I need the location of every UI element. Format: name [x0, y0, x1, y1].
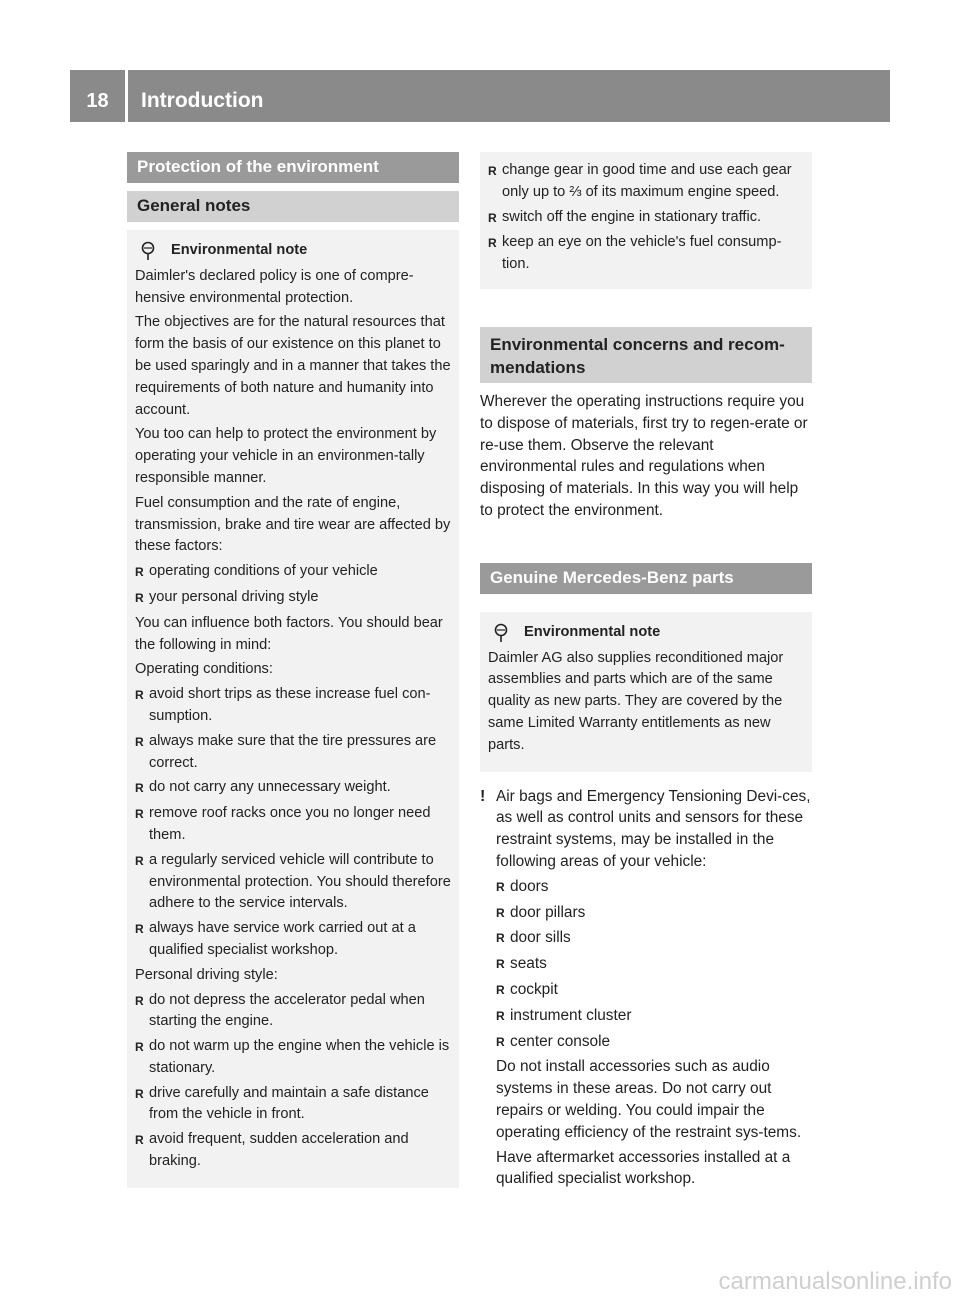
bullet-marker: R: [135, 565, 144, 580]
lightbulb-icon: [139, 241, 157, 261]
section-title: Introduction: [141, 89, 264, 112]
bullet-marker: R: [135, 688, 144, 703]
list-item: R always have service work carried out at a qualified specialist workshop.: [135, 918, 451, 962]
list-item: R your personal driving style: [135, 587, 451, 610]
list-item: R drive carefully and maintain a safe distance from the vehicle in front.: [135, 1083, 451, 1127]
bullet-marker: R: [496, 879, 505, 894]
bullet-marker: R: [135, 1133, 144, 1148]
list-item: R remove roof racks once you no longer need them.: [135, 803, 451, 847]
list-item: R avoid short trips as these increase fuel con-sumption.: [135, 684, 451, 728]
list-item: R do not depress the accelerator pedal when starting the engine.: [135, 990, 451, 1034]
lightbulb-icon: [492, 623, 510, 643]
list-item: R do not carry any unnecessary weight.: [135, 777, 451, 800]
warning-block: [480, 786, 812, 1194]
header-separator: [125, 70, 128, 122]
heading-environmental-concerns: Environmental concerns and recom-mendations: [480, 327, 812, 383]
operating-conditions-label: Operating conditions:: [135, 661, 273, 678]
list-item: R change gear in good time and use each gear only up to ⅔ of its maximum engine speed.: [488, 160, 804, 204]
list-item: R seats: [496, 953, 812, 976]
note-paragraph: Daimler's declared policy is one of compre-hensive environmental protection.: [135, 267, 414, 306]
bullet-marker: R: [135, 734, 144, 749]
list-item: R do not warm up the engine when the vehicle is stationary.: [135, 1036, 451, 1080]
concerns-paragraph: Wherever the operating instructions require you to dispose of materials, first try to regen-erate or re-use them. Observe the relevant environmental rules and regulations when disposing of materials. In this way you will help to protect the environment.: [480, 392, 808, 519]
aftermarket-paragraph: Have aftermarket accessories installed at a qualified specialist workshop.: [496, 1148, 791, 1188]
bullet-marker: R: [496, 931, 505, 946]
bullet-marker: R: [135, 993, 144, 1008]
warning-icon: !: [480, 787, 486, 805]
bullet-marker: R: [135, 1040, 144, 1055]
list-item: R doors: [496, 876, 812, 899]
list-item: R a regularly serviced vehicle will contribute to environmental protection. You should therefore adhere to the service intervals.: [135, 850, 451, 915]
personal-driving-style-label: Personal driving style:: [135, 966, 278, 983]
heading-genuine-parts: Genuine Mercedes-Benz parts: [480, 563, 812, 594]
install-paragraph: Do not install accessories such as audio systems in these areas. Do not carry out repairs or welding. You could impair the operating efficiency of the restraint sys-tems.: [496, 1058, 802, 1141]
bullet-marker: R: [488, 210, 497, 225]
bullet-marker: R: [488, 164, 497, 178]
left-column: [127, 152, 459, 1188]
list-item: R keep an eye on the vehicle's fuel consump-tion.: [488, 232, 804, 276]
watermark: carmanualsonline.info: [718, 1268, 952, 1295]
page-number: 18: [86, 90, 109, 112]
note-paragraph: Fuel consumption and the rate of engine, transmission, brake and tire wear are affected by these factors:: [135, 494, 451, 555]
note-paragraph: Daimler AG also supplies reconditioned major assemblies and parts which are of the same quality as new parts. They are covered by the same Limited Warranty entitlements as new parts.: [488, 649, 784, 753]
list-item: R switch off the engine in stationary traffic.: [488, 207, 804, 230]
bullet-marker: R: [496, 982, 505, 997]
bullet-marker: R: [496, 905, 505, 920]
warning-paragraph: Air bags and Emergency Tensioning Devi-ces, as well as control units and sensors for these restraint systems, may be installed in the following areas of your vehicle:: [496, 787, 811, 870]
note-title: Environmental note: [488, 622, 804, 644]
note-paragraph: The objectives are for the natural resources that form the basis of our existence on this planet to be used sparingly and in a manner that takes the requirements of both nature and humanity into account.: [135, 314, 451, 418]
list-item: R center console: [496, 1031, 812, 1054]
list-item: R always make sure that the tire pressures are correct.: [135, 731, 451, 775]
environmental-note-box: [480, 612, 812, 772]
bullet-marker: R: [135, 853, 144, 868]
list-item: R cockpit: [496, 979, 812, 1002]
note-paragraph: You can influence both factors. You should bear the following in mind:: [135, 614, 443, 653]
bullet-marker: R: [496, 1034, 505, 1049]
note-title: Environmental note: [135, 240, 451, 262]
note-paragraph: You too can help to protect the environment by operating your vehicle in an environmen-tally responsible manner.: [135, 426, 437, 486]
list-item: R operating conditions of your vehicle: [135, 561, 451, 584]
list-item: R avoid frequent, sudden acceleration and braking.: [135, 1129, 451, 1173]
subheading-general-notes: General notes: [127, 191, 459, 222]
bullet-marker: R: [135, 590, 144, 605]
note-continuation-box: [480, 152, 812, 289]
environmental-note-box: [127, 230, 459, 1188]
bullet-marker: R: [135, 807, 144, 822]
bullet-marker: R: [135, 922, 144, 937]
bullet-marker: R: [135, 1086, 144, 1101]
list-item: R instrument cluster: [496, 1005, 812, 1028]
bullet-marker: R: [496, 1008, 505, 1023]
right-column: [480, 152, 812, 1193]
list-item: R door pillars: [496, 902, 812, 925]
bullet-marker: R: [496, 957, 505, 972]
list-item: R door sills: [496, 927, 812, 950]
heading-protection-environment: Protection of the environment: [127, 152, 459, 183]
bullet-marker: R: [488, 236, 497, 251]
bullet-marker: R: [135, 781, 144, 796]
